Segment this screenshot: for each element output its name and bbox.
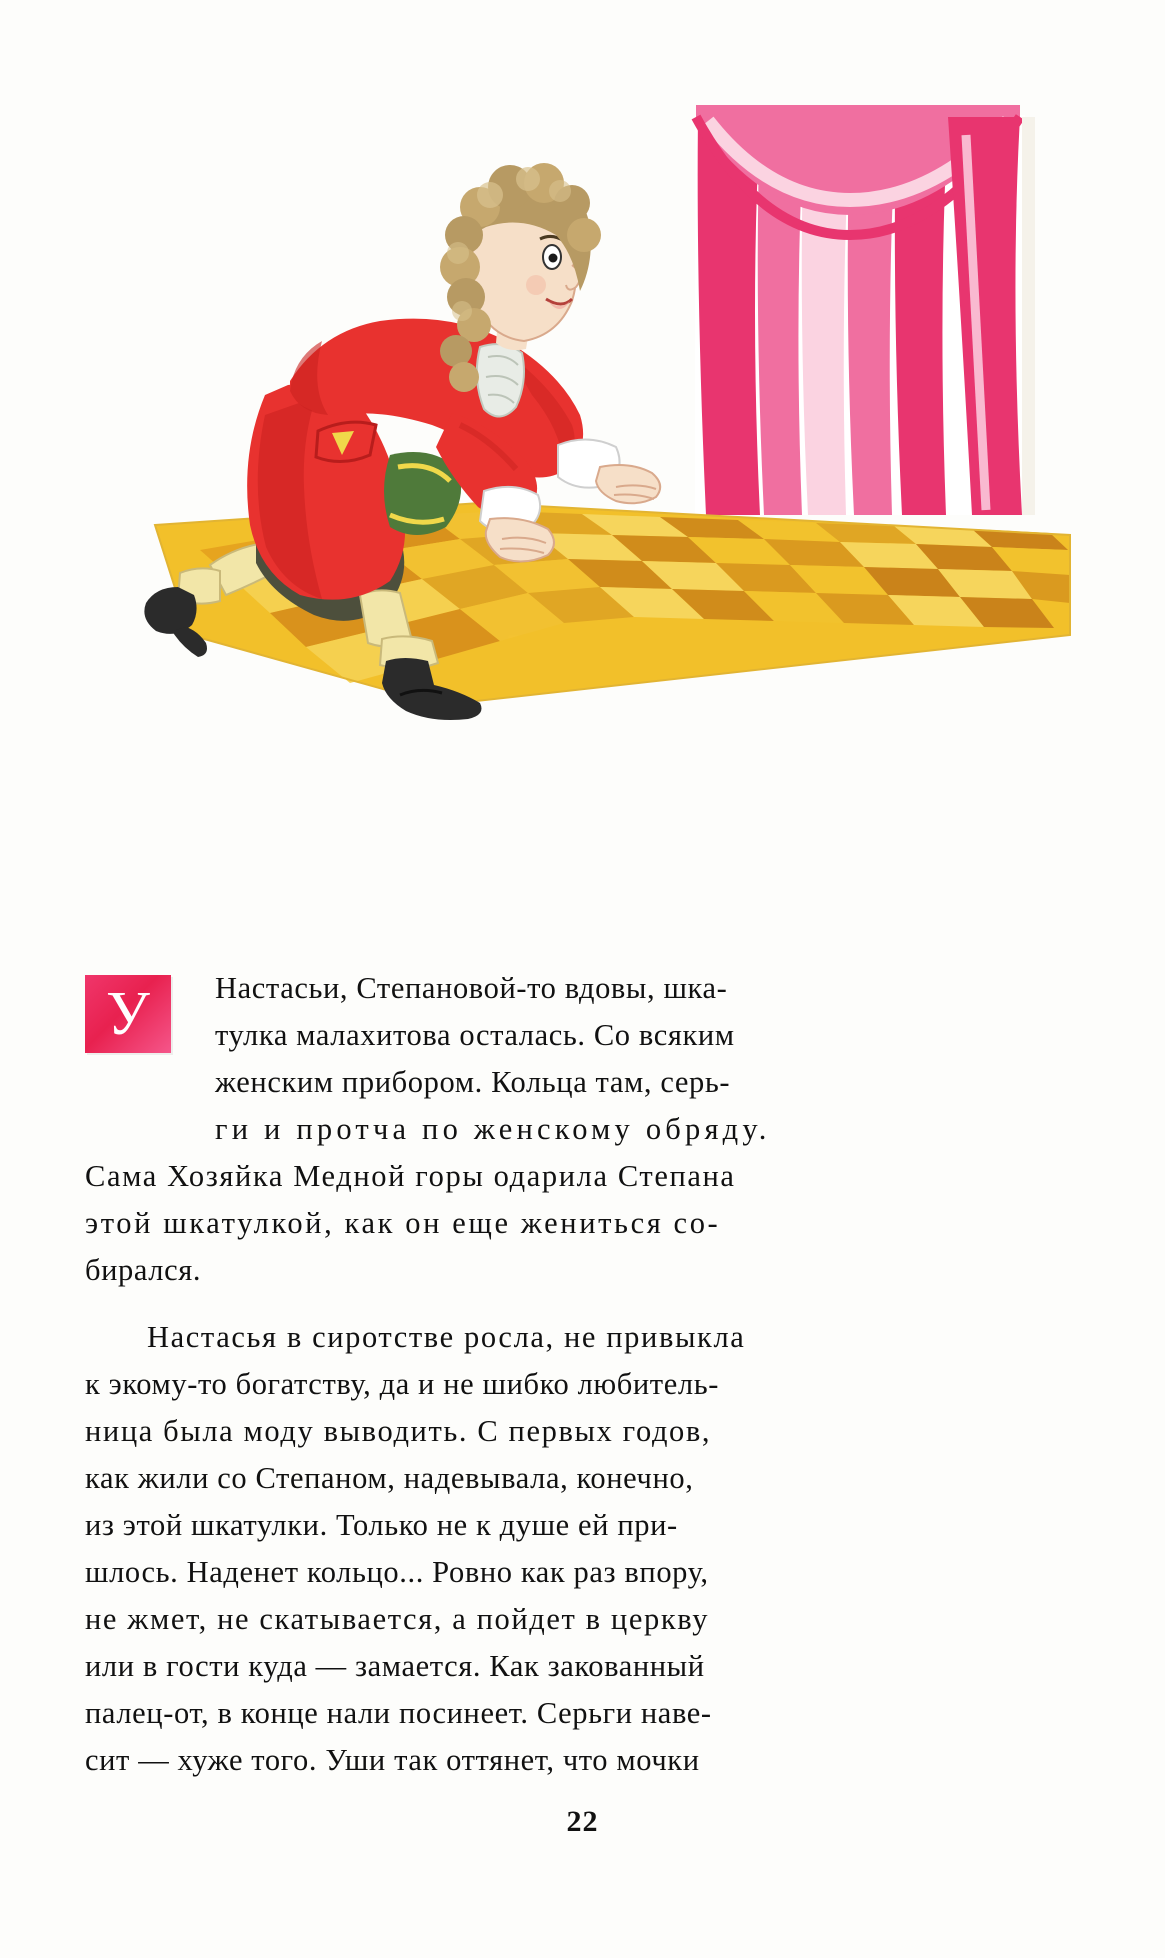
text-line: палец-от, в конце нали посинеет. Серьги наве- xyxy=(85,1696,712,1730)
text-line: Настасья в сиротстве росла, не привыкла xyxy=(147,1320,746,1354)
text-line: женским прибором. Кольца там, серь- xyxy=(215,1065,731,1099)
text-line: Сама Хозяйка Медной горы одарила Степана xyxy=(85,1159,736,1193)
text-line: бирался. xyxy=(85,1253,202,1287)
barin-bowing-illustration xyxy=(60,95,1105,775)
text-line: не жмет, не скатывается, а пойдет в церкву xyxy=(85,1602,710,1636)
text-line: ги и протча по женскому обряду. xyxy=(215,1112,771,1146)
illustration-container xyxy=(60,95,1105,775)
text-line: как жили со Степаном, надевывала, конечно, xyxy=(85,1461,694,1495)
text-line: сит — хуже того. Уши так оттянет, что мочки xyxy=(85,1743,700,1777)
text-line: тулка малахитова осталась. Со всяким xyxy=(215,1018,735,1052)
text-line: к экому-то богатству, да и не шибко любитель- xyxy=(85,1367,719,1401)
text-line: ница была моду выводить. С первых годов, xyxy=(85,1414,712,1448)
second-paragraph xyxy=(85,1314,1075,1784)
text-line: Настасьи, Степановой-то вдовы, шка- xyxy=(215,971,728,1005)
curtain-group xyxy=(695,105,1035,515)
first-paragraph xyxy=(85,965,1075,1294)
text-line: этой шкатулкой, как он еще жениться со- xyxy=(85,1206,721,1240)
page-text xyxy=(85,965,1075,1784)
page-number: 22 xyxy=(566,1805,599,1838)
drop-cap-letter: У xyxy=(85,975,171,1053)
paragraph-1-indented-lines xyxy=(215,965,1075,1153)
text-line: из этой шкатулки. Только не к душе ей при- xyxy=(85,1508,678,1542)
text-line: или в гости куда — замается. Как закованный xyxy=(85,1649,705,1683)
text-line: шлось. Наденет кольцо... Ровно как раз впору, xyxy=(85,1555,709,1589)
paragraph-1-full-lines xyxy=(85,1153,1075,1294)
